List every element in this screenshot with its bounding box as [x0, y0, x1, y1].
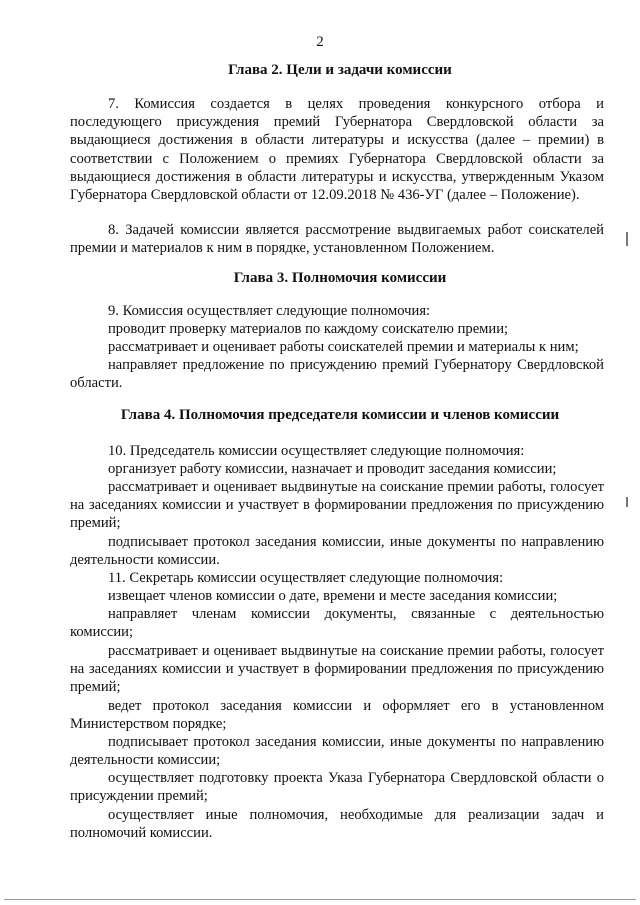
list-item: проводит проверку материалов по каждому соискателю премии; — [108, 321, 509, 337]
list-item: направляет предложение по присуждению премий Губернатору Свердловской области. — [70, 357, 604, 392]
list-item: рассматривает и оценивает работы соискателей премии и материалы к ним; — [108, 339, 579, 355]
paragraph-11: 11. Секретарь комиссии осуществляет следующие полномочия: — [108, 570, 504, 586]
list-item: осуществляет иные полномочия, необходимые для реализации задач и полномочий комиссии. — [70, 807, 604, 842]
scan-bottom-edge — [4, 899, 636, 900]
list-item: организует работу комиссии, назначает и проводит заседания комиссии; — [108, 461, 557, 477]
chapter-2-heading: Глава 2. Цели и задачи комиссии — [228, 62, 452, 78]
chapter-4-heading: Глава 4. Полномочия председателя комиссии и членов комиссии — [120, 407, 560, 423]
list-item: осуществляет подготовку проекта Указа Губернатора Свердловской области о присуждении премий; — [70, 770, 604, 805]
scan-edge-mark — [626, 497, 628, 507]
paragraph-10: 10. Председатель комиссии осуществляет следующие полномочия: — [108, 443, 525, 459]
paragraph-7: 7. Комиссия создается в целях проведения конкурсного отбора и последующего присуждения премий Губернатора Свердловской области за выдающиеся достижения в области литературы и искусства (далее – премии) в соответствии с Положением о премиях Губернатора Свердловской области за выдающиеся достижения в области литературы и искусства, утвержденным Указом Губернатора Свердловской области от 12.09.2018 № 436-УГ (далее – Положение). — [70, 96, 604, 204]
list-item: ведет протокол заседания комиссии и оформляет его в установленном Министерством порядке; — [70, 698, 604, 733]
list-item: подписывает протокол заседания комиссии, иные документы по направлению деятельности комиссии. — [70, 534, 604, 569]
list-item: извещает членов комиссии о дате, времени и месте заседания комиссии; — [108, 588, 558, 604]
list-item: подписывает протокол заседания комиссии, иные документы по направлению деятельности комиссии; — [70, 734, 604, 769]
list-item: направляет членам комиссии документы, связанные с деятельностью комиссии; — [70, 606, 604, 641]
paragraph-8: 8. Задачей комиссии является рассмотрение выдвигаемых работ соискателей премии и материалов к ним в порядке, установленном Положением. — [70, 222, 604, 257]
list-item: рассматривает и оценивает выдвинутые на соискание премии работы, голосует на заседаниях комиссии и участвует в формировании предложения по присуждению премий; — [70, 643, 604, 696]
page-number: 2 — [316, 34, 324, 50]
scan-edge-mark — [626, 232, 628, 246]
paragraph-9: 9. Комиссия осуществляет следующие полномочия: — [108, 303, 431, 319]
list-item: рассматривает и оценивает выдвинутые на соискание премии работы, голосует на заседаниях комиссии и участвует в формировании предложения по присуждению премий; — [70, 479, 604, 532]
chapter-3-heading: Глава 3. Полномочия комиссии — [233, 270, 447, 286]
